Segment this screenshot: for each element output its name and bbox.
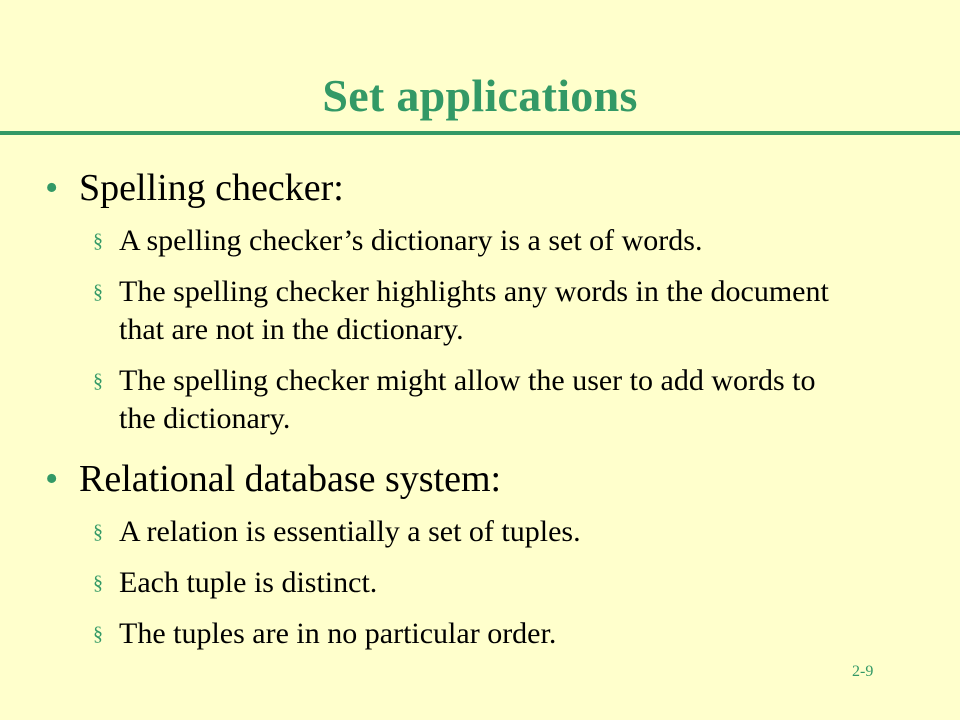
square-bullet-icon: §	[93, 230, 103, 252]
bullet-dot-icon: •	[45, 458, 59, 500]
square-bullet-icon: §	[93, 623, 103, 645]
bullet-spelling-checker	[45, 166, 905, 210]
sub-item-text: A spelling checker’s dictionary is a set of words.	[119, 224, 703, 257]
square-bullet-icon: §	[93, 370, 103, 392]
square-bullet-icon: §	[93, 572, 103, 594]
bullet-dot-icon: •	[45, 167, 59, 209]
sub-item	[93, 273, 849, 349]
sub-item	[93, 513, 849, 551]
sub-item-text: The tuples are in no particular order.	[119, 617, 557, 650]
sub-list-spelling-checker	[45, 222, 905, 438]
slide-content	[45, 166, 905, 666]
bullet-heading: Relational database system:	[79, 458, 502, 500]
sub-item-text: A relation is essentially a set of tuples.	[119, 515, 581, 548]
slide-title: Set applications	[322, 70, 638, 121]
square-bullet-icon: §	[93, 521, 103, 543]
page-number: 2-9	[852, 663, 874, 680]
sub-item	[93, 564, 849, 602]
sub-item	[93, 362, 849, 438]
sub-item	[93, 615, 849, 653]
title-divider	[0, 131, 960, 135]
sub-item-text: The spelling checker highlights any words in the document that are not in the dictionary.	[119, 275, 829, 346]
square-bullet-icon: §	[93, 281, 103, 303]
sub-item-text: Each tuple is distinct.	[119, 566, 378, 599]
sub-item-text: The spelling checker might allow the user to add words to the dictionary.	[119, 364, 816, 435]
bullet-relational-database	[45, 457, 905, 501]
sub-item	[93, 222, 849, 260]
sub-list-relational-database	[45, 513, 905, 653]
bullet-heading: Spelling checker:	[79, 167, 344, 209]
